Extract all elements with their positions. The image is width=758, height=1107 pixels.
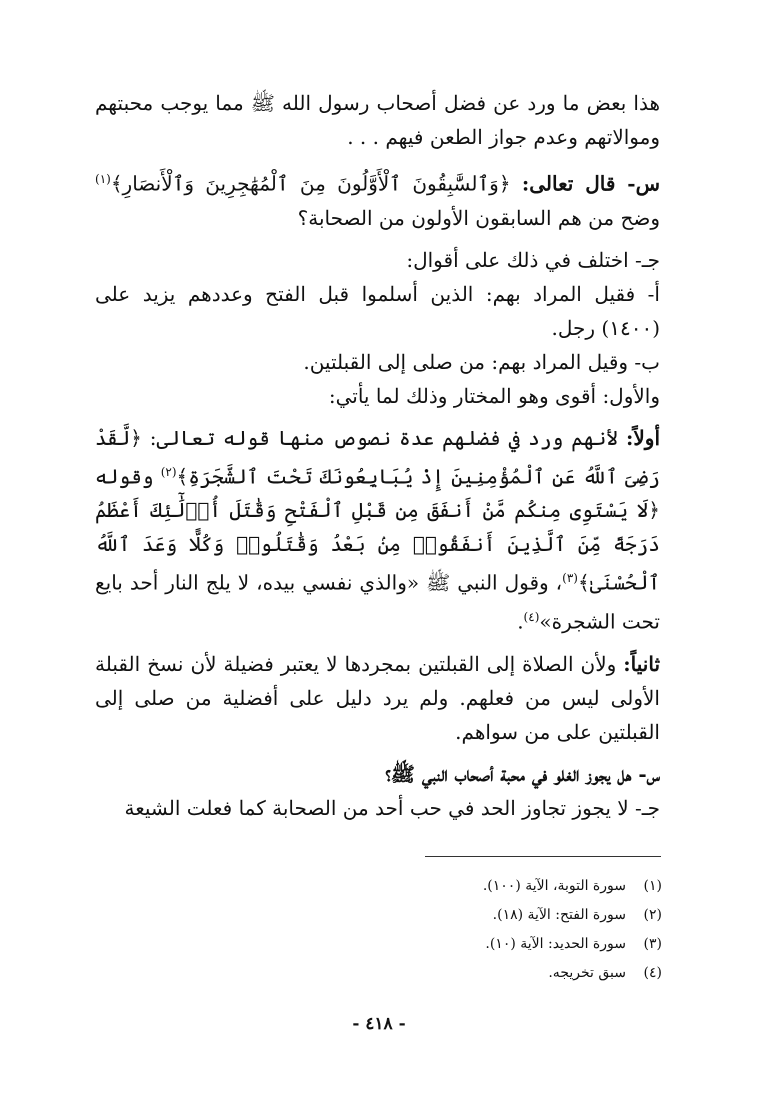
preferred-text: والأول: أقوى وهو المختار وذلك لما يأتي: — [328, 383, 660, 408]
question-2-text: س- هل يجوز الغلو في محبة أصحاب النبي ﷺ؟ — [385, 761, 660, 786]
footnote-2 — [300, 901, 662, 930]
answer-2 — [95, 791, 660, 825]
item-2-letter: ب- — [634, 349, 660, 374]
question-1-label: س- قال تعالى: — [521, 171, 660, 196]
first-reason — [95, 421, 660, 639]
footnote-ref-1: (١) — [95, 172, 111, 186]
answer-1-item-2 — [95, 345, 660, 379]
first-text-2: وقوله — [95, 464, 154, 489]
second-text: ولأن الصلاة إلى القبلتين بمجردها لا يعتبر فضيلة لأن نسخ القبلة الأولى ليس من فعلهم. ولم يرد دليل على أفضلية من صلى إلى القبلتين على من سواهم. — [95, 651, 660, 744]
answer-2-text: جـ- لا يجوز تجاوز الحد في حب أحد من الصحابة كما فعلت الشيعة — [124, 795, 660, 820]
footnotes — [300, 872, 662, 988]
footnote-4-num: (٤) — [643, 965, 662, 981]
footnote-4 — [300, 959, 662, 988]
intro-paragraph — [95, 86, 660, 154]
page-body — [95, 86, 660, 833]
footnote-ref-2: (٢) — [160, 464, 177, 479]
item-2-text: وقيل المراد بهم: من صلى إلى القبلتين. — [303, 349, 629, 374]
footnote-3-text: سورة الحديد: الآية (١٠). — [485, 936, 626, 952]
footnote-4-text: سبق تخريجه. — [548, 965, 626, 981]
page-number: - ٤١٨ - — [352, 1014, 406, 1034]
first-label: أولاً: — [626, 425, 661, 450]
intro-text: هذا بعض ما ورد عن فضل أصحاب رسول الله ﷺ مما يوجب محبتهم وموالاتهم وعدم جواز الطعن فيهم . . . — [95, 91, 660, 149]
footnote-1 — [300, 872, 662, 901]
question-1 — [95, 162, 660, 235]
question-1-rest: وضح من هم السابقون الأولون من الصحابة؟ — [297, 205, 660, 230]
footnote-3 — [300, 930, 662, 959]
footnote-divider — [425, 856, 661, 857]
first-text-3: ، وقول النبي ﷺ «والذي نفسي بيده، لا يلج النار أحد بايع تحت الشجرة» — [95, 570, 660, 634]
answer-1 — [95, 243, 660, 277]
item-1-text: فقيل المراد بهم: الذين أسلموا قبل الفتح وعددهم يزيد على (١٤٠٠) رجل. — [95, 281, 660, 340]
second-reason — [95, 647, 660, 749]
answer-1-item-1 — [95, 277, 660, 345]
footnote-1-num: (١) — [643, 878, 662, 894]
item-1-letter: أ- — [647, 281, 660, 306]
footnote-ref-4: (٤) — [523, 609, 540, 624]
preferred-opinion — [95, 379, 660, 413]
first-verse-1: ﴿لَّقَدْ رَضِىَ ٱللَّهُ عَنِ ٱلْمُؤْمِنِينَ إِذْ يُبَايِعُونَكَ تَحْتَ ٱلشَّجَرَةِ﴾ — [95, 425, 660, 489]
footnote-3-num: (٣) — [643, 936, 662, 952]
question-2 — [95, 757, 660, 791]
question-1-verse: ﴿وَٱلسَّٰبِقُونَ ٱلْأَوَّلُونَ مِنَ ٱلْمُهَٰجِرِينَ وَٱلْأَنصَارِ﴾ — [110, 171, 511, 196]
footnote-2-num: (٢) — [643, 907, 662, 923]
footnote-2-text: سورة الفتح: الآية (١٨). — [492, 907, 626, 923]
first-text-1: لأنهم ورد في فضلهم عدة نصوص منها قوله تعالى: — [149, 425, 619, 450]
second-label: ثانياً: — [623, 651, 661, 676]
answer-1-text: جـ- اختلف في ذلك على أقوال: — [406, 247, 660, 272]
footnote-1-text: سورة التوبة، الآية (١٠٠). — [482, 878, 626, 894]
first-end: . — [517, 609, 524, 634]
first-verse-2: ﴿لَا يَسْتَوِى مِنكُم مَّنْ أَنفَقَ مِن قَبْلِ ٱلْفَتْحِ وَقَٰتَلَ أُو۟لَٰٓئِكَ أَعْظَمُ دَرَجَةً مِّنَ ٱلَّذِينَ أَنفَقُوا۟ مِنۢ بَعْدُ وَقَٰتَلُوا۟ وَكُلًّا وَعَدَ ٱللَّهُ ٱلْحُسْنَىٰ﴾ — [95, 498, 660, 595]
footnote-ref-3: (٣) — [562, 571, 578, 586]
